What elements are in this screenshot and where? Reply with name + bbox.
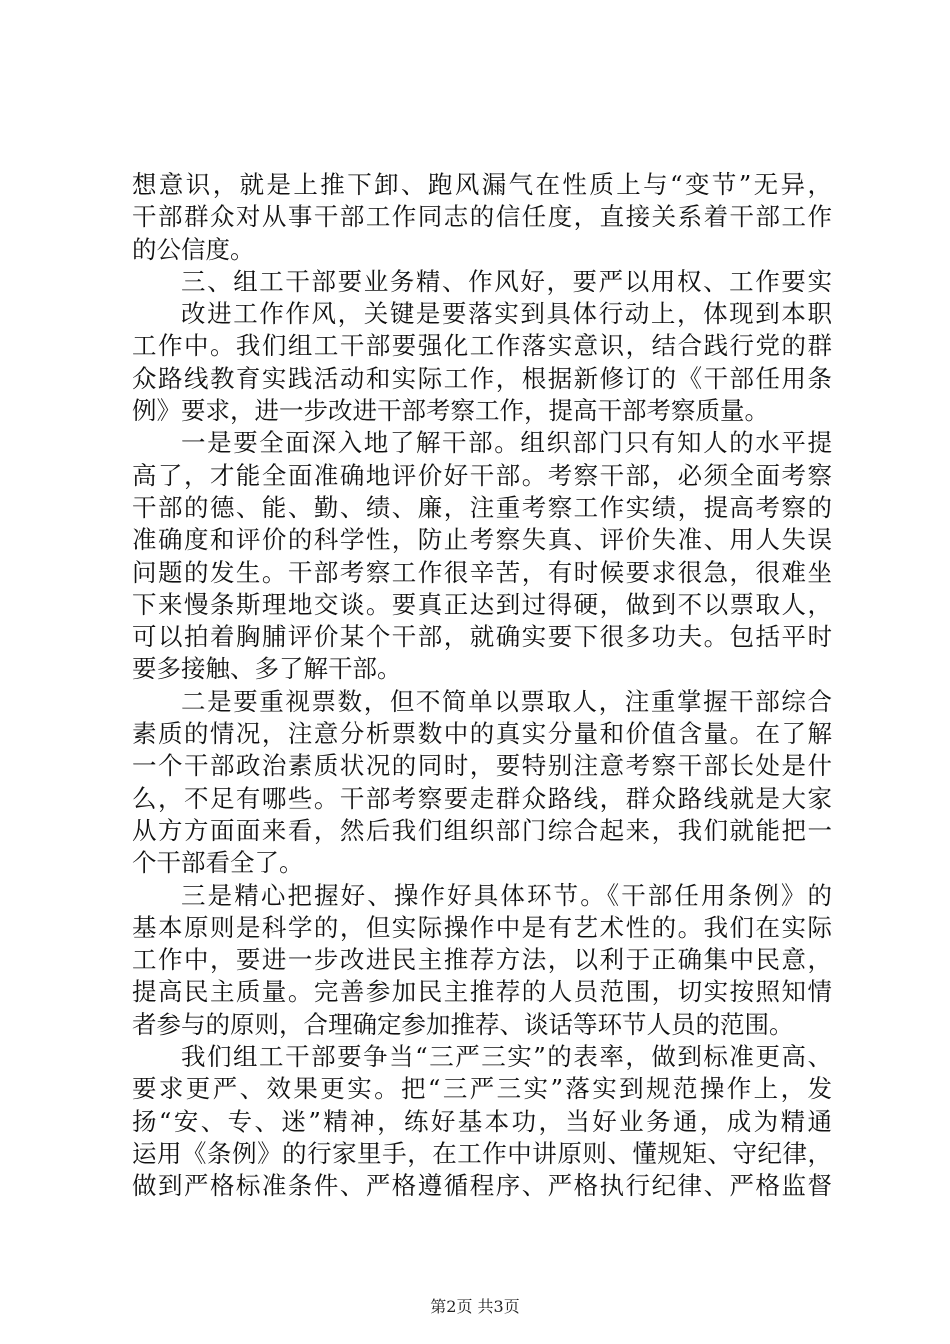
document-body: [132, 169, 832, 1203]
text-line: 高了，才能全面准确地评价好干部。考察干部，必须全面考察: [132, 460, 832, 490]
text-line: 想意识，就是上推下卸、跑风漏气在性质上与“变节”无异，: [132, 170, 832, 199]
text-line: 可以拍着胸脯评价某个干部，就确实要下很多功夫。包括平时: [132, 622, 832, 652]
text-line: 干部群众对从事干部工作同志的信任度，直接关系着干部工作: [132, 202, 832, 232]
text-line: 三是精心把握好、操作好具体环节。《干部任用条例》的: [181, 880, 832, 910]
text-line: 例》要求，进一步改进干部考察工作，提高干部考察质量。: [132, 396, 769, 426]
text-line: 的公信度。: [132, 234, 255, 264]
text-line: 从方方面面来看，然后我们组织部门综合起来，我们就能把一: [132, 815, 832, 845]
text-line: 干部的德、能、勤、绩、廉，注重考察工作实绩，提高考察的: [132, 492, 832, 522]
text-line: 一是要全面深入地了解干部。组织部门只有知人的水平提: [181, 428, 832, 458]
text-line: 运用《条例》的行家里手，在工作中讲原则、懂规矩、守纪律，: [132, 1138, 832, 1168]
text-line: 准确度和评价的科学性，防止考察失真、评价失准、用人失误: [132, 525, 832, 555]
text-line: 素质的情况，注意分析票数中的真实分量和价值含量。在了解: [132, 719, 832, 749]
text-line: 要求更严、效果更实。把“三严三实”落实到规范操作上，发: [132, 1074, 832, 1104]
text-line: 我们组工干部要争当“三严三实”的表率，做到标准更高、: [181, 1042, 832, 1072]
text-line: 要多接触、多了解干部。: [132, 654, 402, 684]
text-line: 者参与的原则，合理确定参加推荐、谈话等环节人员的范围。: [132, 1009, 794, 1039]
text-line: 扬“安、专、迷”精神，练好基本功，当好业务通，成为精通: [132, 1106, 832, 1136]
text-line: 做到严格标准条件、严格遵循程序、严格执行纪律、严格监督: [132, 1171, 832, 1201]
text-line: 一个干部政治素质状况的同时，要特别注意考察干部长处是什: [132, 751, 832, 781]
text-line: 工作中。我们组工干部要强化工作落实意识，结合践行党的群: [132, 331, 832, 361]
text-line: 下来慢条斯理地交谈。要真正达到过得硬，做到不以票取人，: [132, 589, 832, 619]
text-line: 问题的发生。干部考察工作很辛苦，有时候要求很急，很难坐: [132, 557, 832, 587]
text-line: 三、组工干部要业务精、作风好，要严以用权、工作要实: [181, 266, 832, 296]
text-line: 工作中，要进一步改进民主推荐方法，以利于正确集中民意，: [132, 945, 832, 975]
text-line: 么，不足有哪些。干部考察要走群众路线，群众路线就是大家: [132, 783, 832, 813]
text-line: 个干部看全了。: [132, 848, 304, 878]
text-line: 众路线教育实践活动和实际工作，根据新修订的《干部任用条: [132, 363, 832, 393]
text-line: 改进工作作风，关键是要落实到具体行动上，体现到本职: [181, 299, 832, 329]
page-footer: 第2页 共3页: [430, 1297, 520, 1316]
text-line: 提高民主质量。完善参加民主推荐的人员范围，切实按照知情: [132, 977, 832, 1007]
text-line: 基本原则是科学的，但实际操作中是有艺术性的。我们在实际: [132, 912, 832, 942]
text-line: 二是要重视票数，但不简单以票取人，注重掌握干部综合: [181, 686, 832, 716]
